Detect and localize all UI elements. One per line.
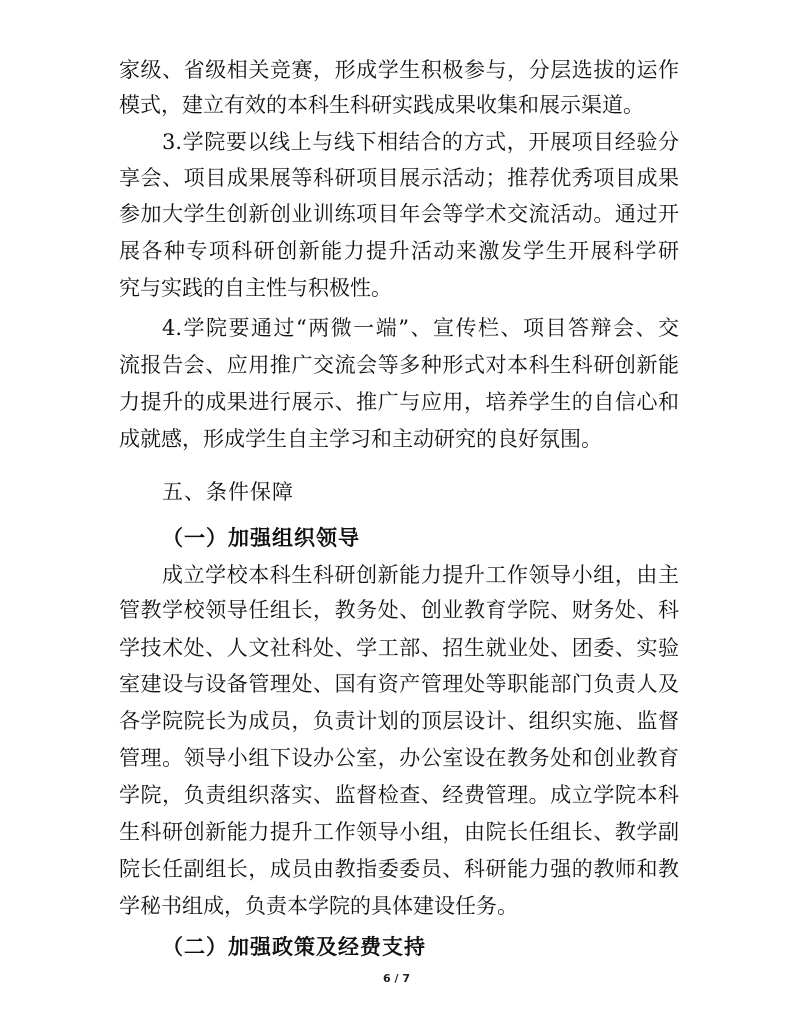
body-text-line: 成立学校本科生科研创新能力提升工作领导小组，由主 — [162, 563, 679, 587]
page-number: 6 / 7 — [383, 972, 410, 985]
subsection-heading: （二）加强政策及经费支持 — [162, 935, 426, 959]
body-text-line: 管理。领导小组下设办公室，办公室设在教务处和创业教育 — [119, 746, 679, 770]
body-text-line: 学秘书组成，负责本学院的具体建设任务。 — [119, 894, 518, 918]
body-text-line: 院长任副组长，成员由教指委委员、科研能力强的教师和教 — [119, 857, 679, 881]
body-text-line: 各学院院长为成员，负责计划的顶层设计、组织实施、监督 — [119, 709, 679, 733]
body-text-line: 家级、省级相关竞赛，形成学生积极参与，分层选拔的运作 — [119, 58, 679, 82]
body-text-line: 模式，建立有效的本科生科研实践成果收集和展示渠道。 — [119, 93, 644, 117]
body-text-line: 展各种专项科研创新能力提升活动来激发学生开展科学研 — [119, 239, 679, 263]
body-text-line: 学技术处、人文社科处、学工部、招生就业处、团委、实验 — [119, 636, 679, 660]
body-text-line: 室建设与设备管理处、国有资产管理处等职能部门负责人及 — [119, 672, 679, 696]
body-text-line: 究与实践的自主性与积极性。 — [119, 276, 392, 300]
subsection-heading: （一）加强组织领导 — [162, 526, 360, 550]
body-text-line: 管教学校领导任组长，教务处、创业教育学院、财务处、科 — [119, 598, 679, 622]
body-text-line: 4.学院要通过“两微一端”、宣传栏、项目答辩会、交 — [162, 316, 679, 340]
body-text-line: 参加大学生创新创业训练项目年会等学术交流活动。通过开 — [119, 202, 679, 226]
body-text-line: 3.学院要以线上与线下相结合的方式，开展项目经验分 — [162, 130, 679, 154]
body-text-line: 生科研创新能力提升工作领导小组，由院长任组长、教学副 — [119, 820, 679, 844]
body-text-line: 学院，负责组织落实、监督检查、经费管理。成立学院本科 — [119, 783, 679, 807]
body-text-line: 力提升的成果进行展示、推广与应用，培养学生的自信心和 — [119, 390, 679, 414]
body-text-line: 享会、项目成果展等科研项目展示活动；推荐优秀项目成果 — [119, 166, 679, 190]
body-text-line: 流报告会、应用推广交流会等多种形式对本科生科研创新能 — [119, 353, 679, 377]
section-heading: 五、条件保障 — [162, 480, 294, 504]
body-text-line: 成就感，形成学生自主学习和主动研究的良好氛围。 — [119, 427, 602, 451]
